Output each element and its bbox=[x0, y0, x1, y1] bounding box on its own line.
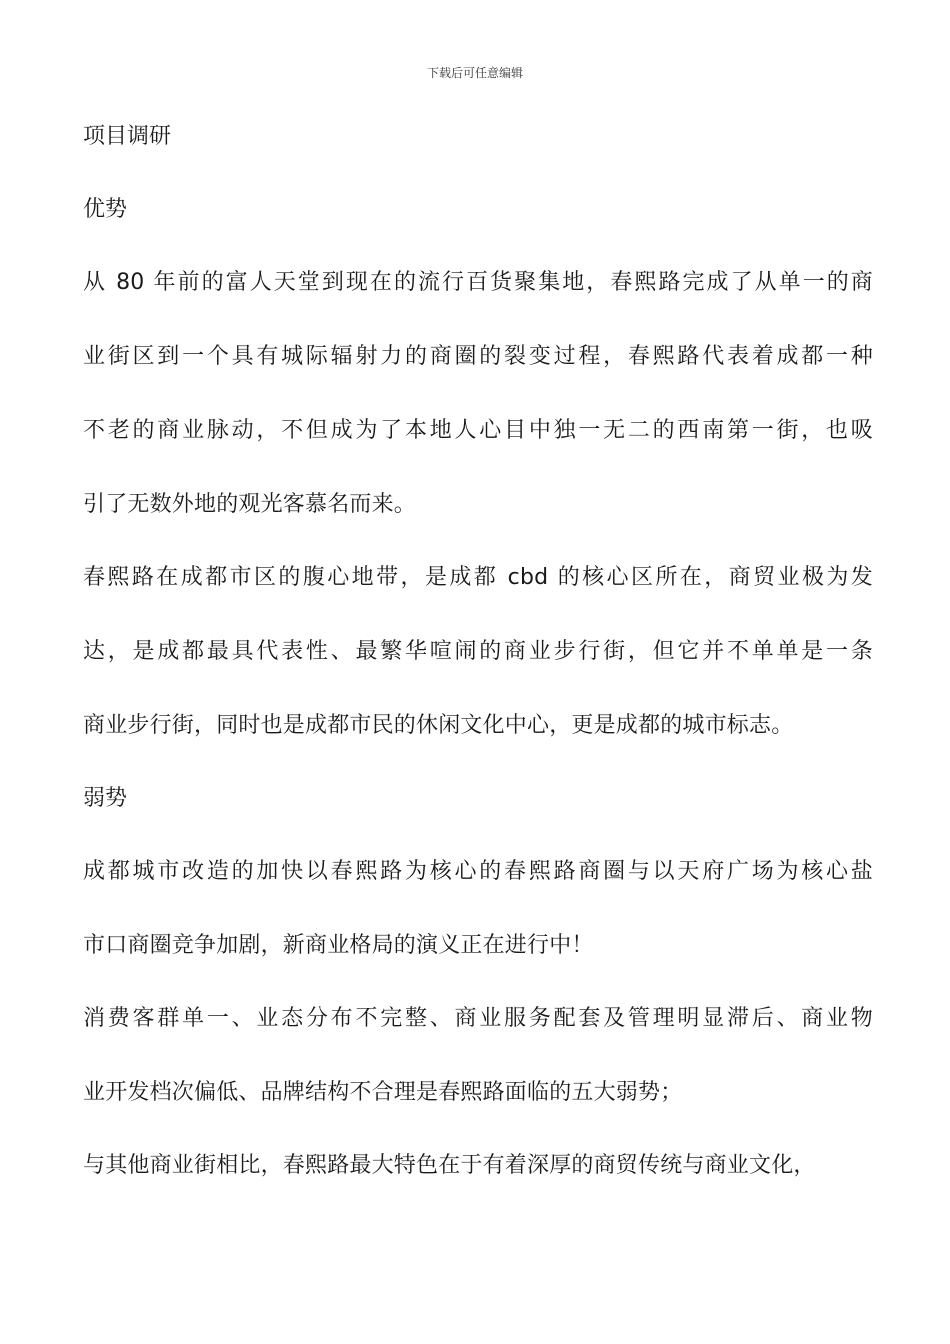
paragraph-line: 业开发档次偏低、品牌结构不合理是春熙路面临的五大弱势； bbox=[83, 1080, 683, 1105]
paragraph-line: 商业步行街，同时也是成都市民的休闲文化中心，更是成都的城市标志。 bbox=[83, 713, 794, 738]
paragraph bbox=[83, 1000, 873, 1111]
document-body bbox=[83, 118, 873, 1220]
paragraph bbox=[83, 853, 873, 964]
paragraph-line: 与其他商业街相比，春熙路最大特色在于有着深厚的商贸传统与商业文化， bbox=[83, 1153, 816, 1178]
page-header-note: 下载后可任意编辑 bbox=[426, 66, 523, 80]
paragraph-line: 不老的商业脉动，不但成为了本地人心目中独一无二的西南第一街，也吸 bbox=[83, 418, 873, 443]
paragraph bbox=[83, 1147, 873, 1184]
section-heading-weaknesses: 弱势 bbox=[83, 786, 128, 811]
paragraph-line: 春熙路在成都市区的腹心地带，是成都 cbd 的核心区所在，商贸业极为发 bbox=[83, 565, 873, 590]
paragraph-line: 成都城市改造的加快以春熙路为核心的春熙路商圈与以天府广场为核心盐 bbox=[83, 859, 873, 884]
paragraph bbox=[83, 264, 873, 523]
paragraph-line: 业街区到一个具有城际辐射力的商圈的裂变过程，春熙路代表着成都一种 bbox=[83, 344, 873, 369]
section-heading-strengths: 优势 bbox=[83, 197, 128, 222]
paragraph-line: 达，是成都最具代表性、最繁华喧闹的商业步行街，但它并不单单是一条 bbox=[83, 639, 873, 664]
paragraph bbox=[83, 559, 873, 744]
paragraph-line: 市口商圈竞争加剧，新商业格局的演义正在进行中！ bbox=[83, 933, 594, 958]
document-title: 项目调研 bbox=[83, 124, 172, 149]
paragraph-line: 从 80 年前的富人天堂到现在的流行百货聚集地，春熙路完成了从单一的商 bbox=[83, 270, 873, 295]
paragraph-line: 消费客群单一、业态分布不完整、商业服务配套及管理明显滞后、商业物 bbox=[83, 1006, 873, 1031]
paragraph-line: 引了无数外地的观光客慕名而来。 bbox=[83, 492, 417, 517]
